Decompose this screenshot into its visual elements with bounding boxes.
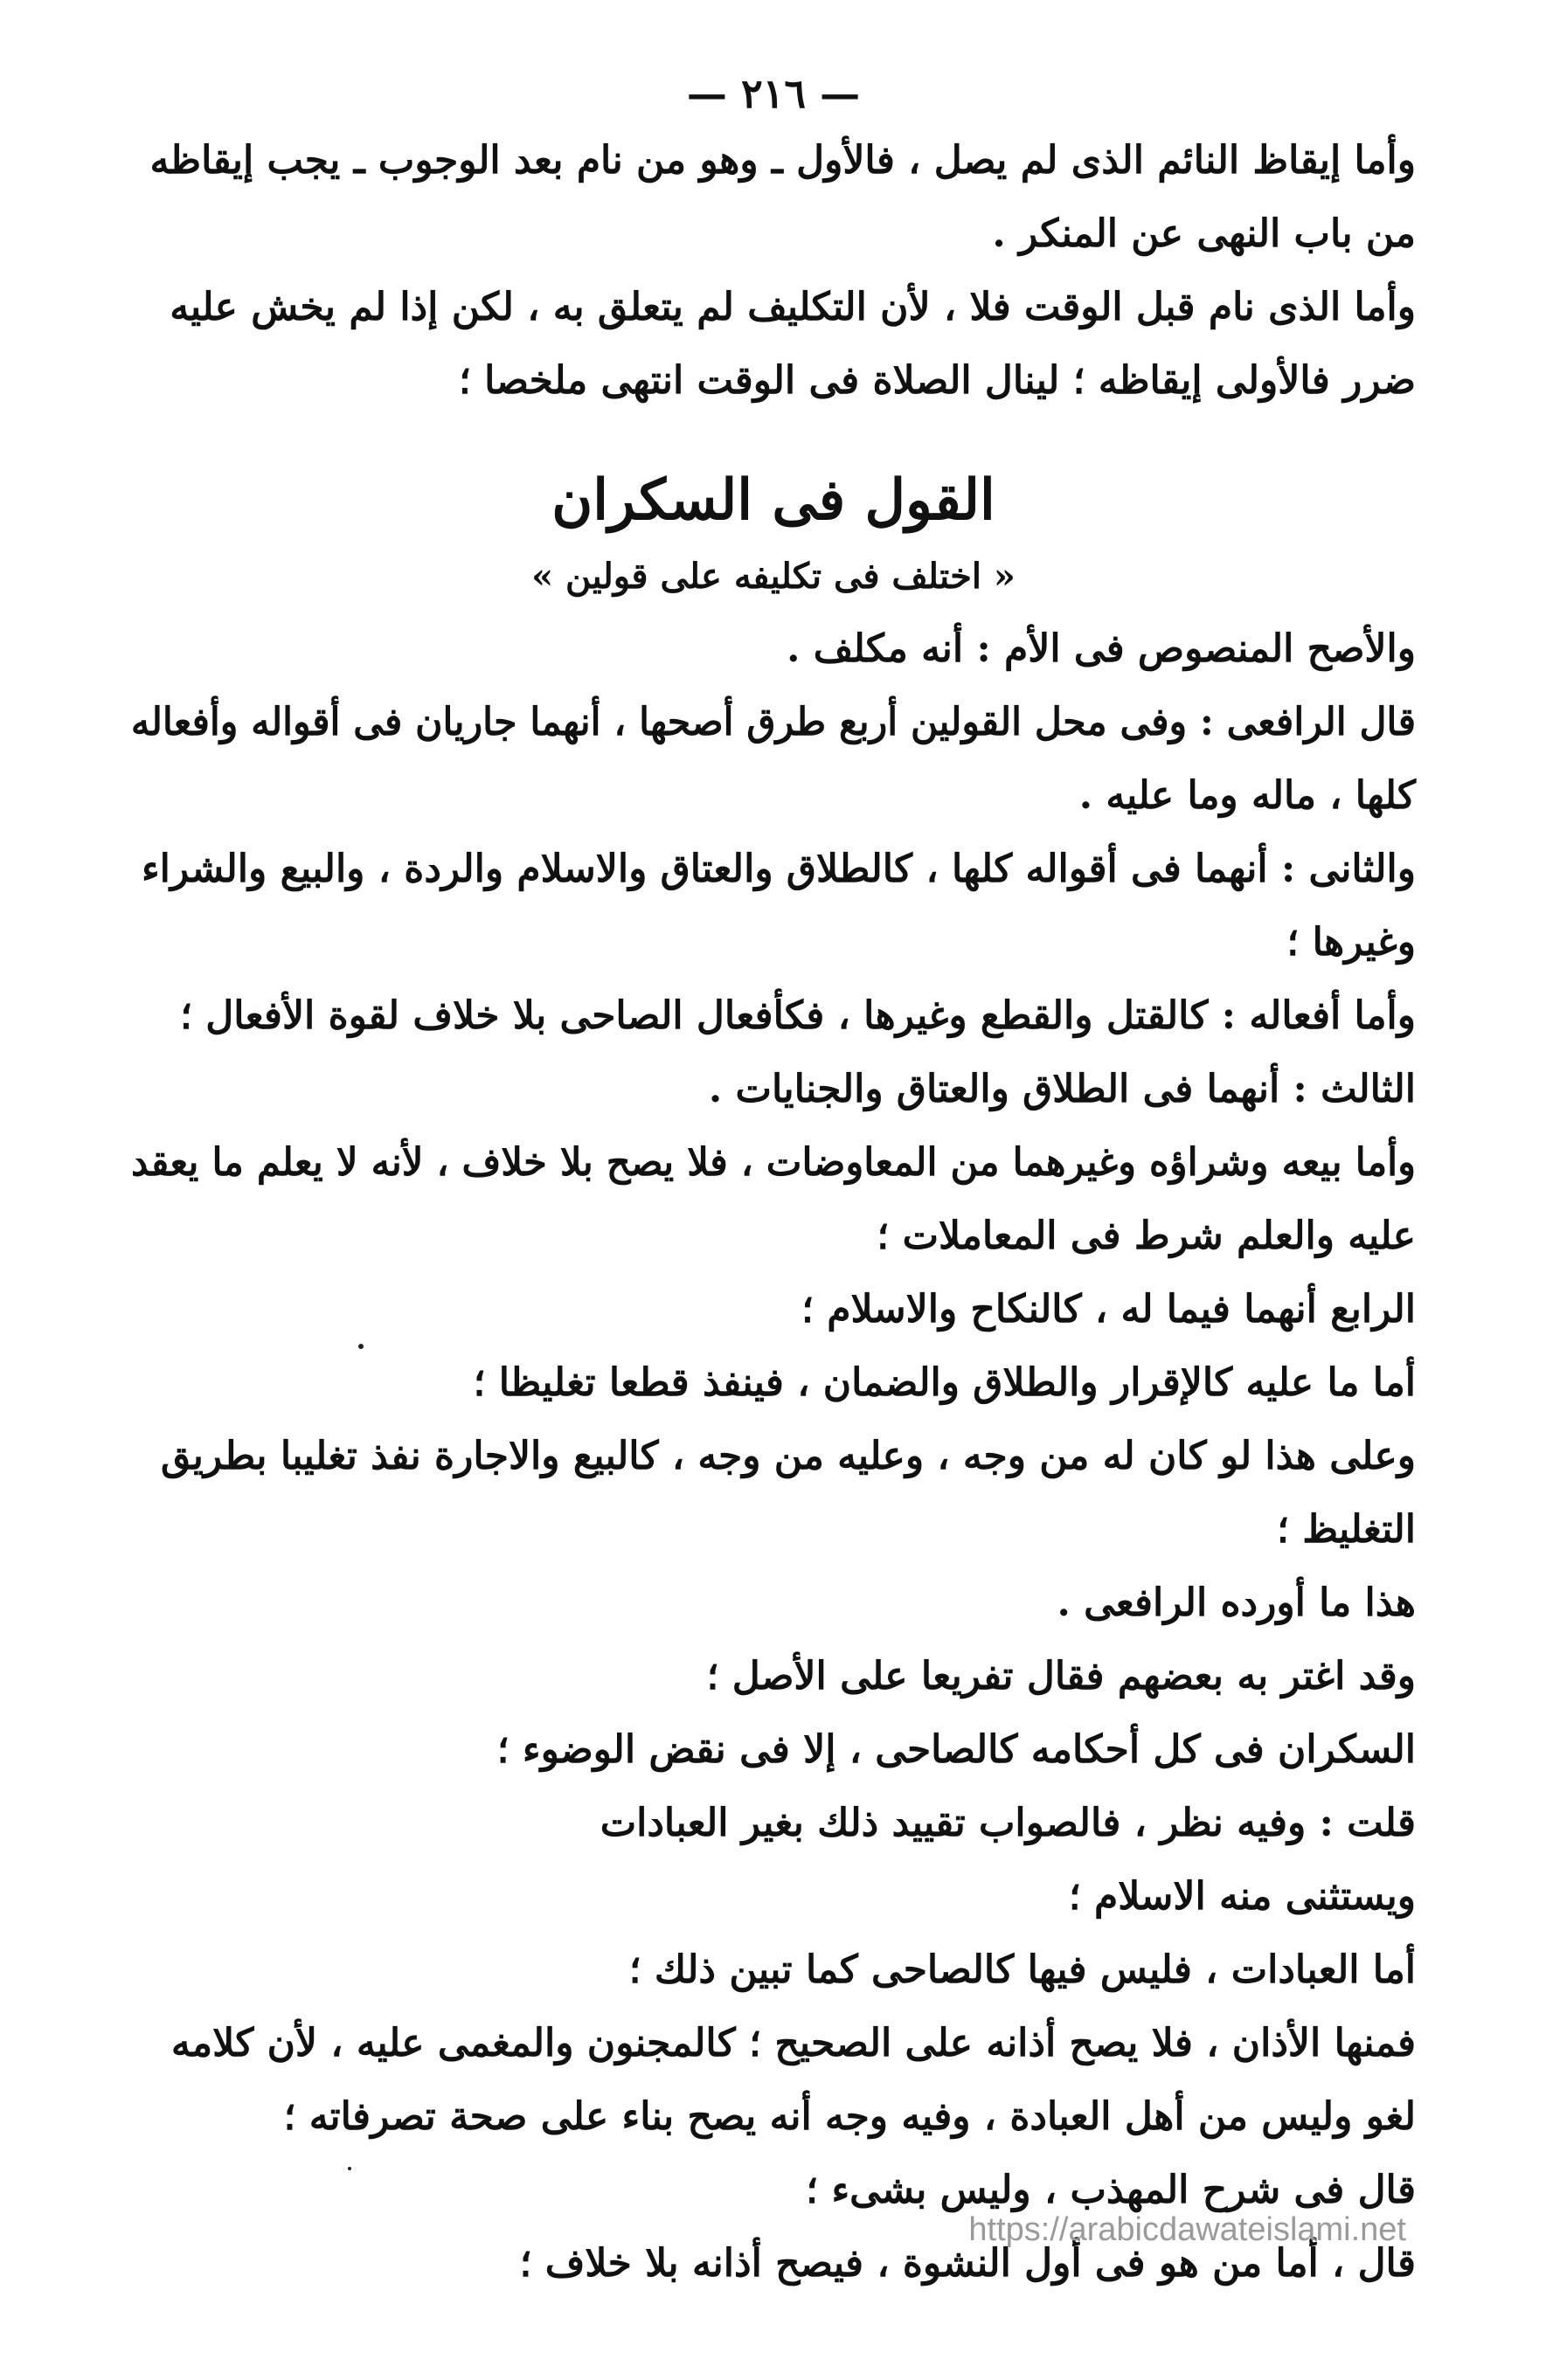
page-number: — ٢١٦ — — [686, 70, 861, 117]
text-line: وأما الذى نام قبل الوقت فلا ، لأن التكليف لم يتعلق به ، لكن إذا لم يخش عليه — [170, 285, 1416, 329]
text-line: ضرر فالأولى إيقاظه ؛ لينال الصلاة فى الوقت انتهى ملخصا ؛ — [458, 358, 1416, 403]
text-line: وأما أفعاله : كالقتل والقطع وغيرها ، فكأفعال الصاحى بلا خلاف لقوة الأفعال ؛ — [180, 993, 1416, 1039]
scan-speck — [348, 2167, 351, 2170]
text-line: وقد اغتر به بعضهم فقال تفريعا على الأصل ؛ — [706, 1654, 1416, 1699]
scan-speck — [358, 1344, 364, 1349]
text-line: قال ، أما من هو فى أول النشوة ، فيصح أذانه بلا خلاف ؛ — [519, 2241, 1416, 2287]
section-subtitle: « اختلف فى تكليفه على قولين » — [531, 556, 1016, 598]
text-line: قلت : وفيه نظر ، فالصواب تقييد ذلك بغير العبادات — [600, 1801, 1416, 1846]
text-line: من باب النهى عن المنكر . — [992, 211, 1416, 256]
text-line: قال فى شرح المهذب ، وليس بشىء ؛ — [806, 2168, 1416, 2213]
text-line: الرابع أنهما فيما له ، كالنكاح والاسلام ؛ — [801, 1287, 1416, 1332]
text-line: وغيرها ؛ — [1286, 920, 1416, 965]
text-line: الثالث : أنهما فى الطلاق والعتاق والجنايات . — [708, 1067, 1416, 1112]
text-line: فمنها الأذان ، فلا يصح أذانه على الصحيح ؛ كالمجنون والمغمى عليه ، لأن كلامه — [170, 2021, 1416, 2066]
text-line: أما ما عليه كالإقرار والطلاق والضمان ، فينفذ قطعا تغليظا ؛ — [473, 1360, 1416, 1406]
text-line: قال الرافعى : وفى محل القولين أربع طرق أصحها ، أنهما جاريان فى أقواله وأفعاله — [130, 700, 1416, 745]
text-line: هذا ما أورده الرافعى . — [1057, 1581, 1416, 1626]
text-line: والأصح المنصوص فى الأم : أنه مكلف . — [787, 626, 1416, 672]
text-line: السكران فى كل أحكامه كالصاحى ، إلا فى نقض الوضوء ؛ — [496, 1727, 1416, 1773]
text-line: والثانى : أنهما فى أقواله كلها ، كالطلاق والعتاق والاسلام والردة ، والبيع والشراء — [141, 847, 1416, 892]
text-line: لغو وليس من أهل العبادة ، وفيه وجه أنه يصح بناء على صحة تصرفاته ؛ — [283, 2094, 1416, 2140]
text-line: كلها ، ماله وما عليه . — [1078, 773, 1416, 819]
text-line: وأما إيقاظ النائم الذى لم يصل ، فالأول ـ وهو من نام بعد الوجوب ـ يجب إيقاظه — [149, 138, 1416, 183]
section-title: القول فى السكران — [551, 467, 995, 533]
text-line: وعلى هذا لو كان له من وجه ، وعليه من وجه ، كالبيع والاجارة نفذ تغليبا بطريق — [160, 1434, 1416, 1479]
text-line: وأما بيعه وشراؤه وغيرهما من المعاوضات ، فلا يصح بلا خلاف ، لأنه لا يعلم ما يعقد — [130, 1140, 1417, 1186]
watermark-url: https://arabicdawateislami.net — [968, 2211, 1406, 2248]
text-line: عليه والعلم شرط فى المعاملات ؛ — [877, 1214, 1416, 1259]
page-content — [131, 70, 1416, 2318]
text-line: ويستثنى منه الاسلام ؛ — [1068, 1874, 1416, 1920]
text-line: التغليظ ؛ — [1276, 1507, 1416, 1553]
text-line: أما العبادات ، فليس فيها كالصاحى كما تبين ذلك ؛ — [628, 1948, 1416, 1993]
